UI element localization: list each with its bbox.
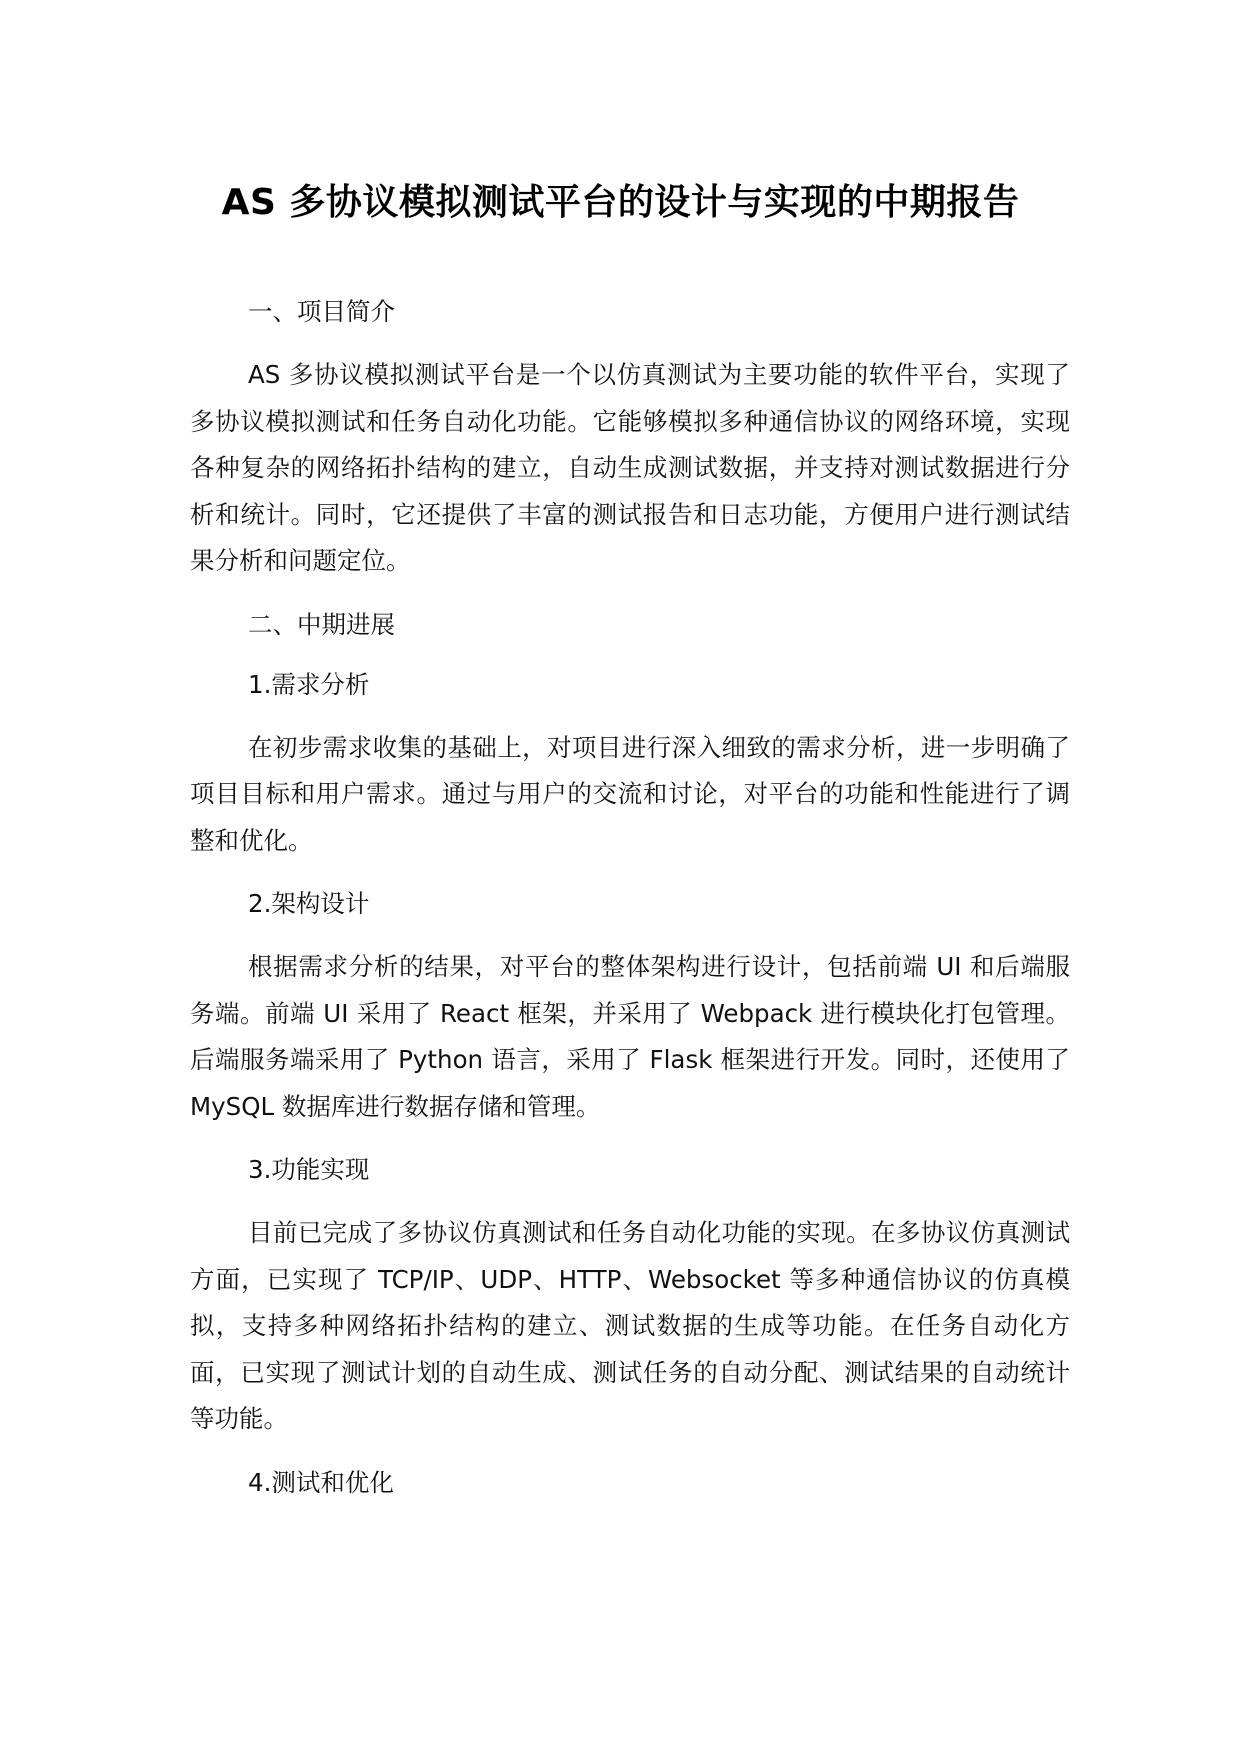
paragraph-requirements: 在初步需求收集的基础上，对项目进行深入细致的需求分析，进一步明确了项目目标和用户需求。通过与用户的交流和讨论，对平台的功能和性能进行了调整和优化。 bbox=[190, 732, 1070, 855]
document-title: AS 多协议模拟测试平台的设计与实现的中期报告 bbox=[221, 182, 1020, 223]
subsection-heading-architecture: 2.架构设计 bbox=[248, 889, 370, 918]
section-heading-intro: 一、项目简介 bbox=[248, 297, 395, 326]
subsection-heading-implementation: 3.功能实现 bbox=[248, 1155, 370, 1184]
document-body bbox=[190, 292, 1070, 1503]
paragraph-intro: AS 多协议模拟测试平台是一个以仿真测试为主要功能的软件平台，实现了多协议模拟测试和任务自动化功能。它能够模拟多种通信协议的网络环境，实现各种复杂的网络拓扑结构的建立，自动生成测试数据，并支持对测试数据进行分析和统计。同时，它还提供了丰富的测试报告和日志功能，方便用户进行测试结果分析和问题定位。 bbox=[190, 360, 1070, 575]
subsection-heading-testing: 4.测试和优化 bbox=[248, 1467, 394, 1497]
section-heading-progress: 二、中期进展 bbox=[248, 609, 395, 639]
paragraph-architecture: 根据需求分析的结果，对平台的整体架构进行设计，包括前端 UI 和后端服务端。前端 UI 采用了 React 框架，并采用了 Webpack 进行模块化打包管理。后端服务端采用了 Python 语言，采用了 Flask 框架进行开发。同时，还使用了 MySQL 数据库进行数据存储和管理。 bbox=[190, 952, 1070, 1121]
paragraph-implementation: 目前已完成了多协议仿真测试和任务自动化功能的实现。在多协议仿真测试方面，已实现了 TCP/IP、UDP、HTTP、Websocket 等多种通信协议的仿真模拟，支持多种网络拓扑结构的建立、测试数据的生成等功能。在任务自动化方面，已实现了测试计划的自动生成、测试任务的自动分配、测试结果的自动统计等功能。 bbox=[190, 1218, 1070, 1433]
subsection-heading-requirements: 1.需求分析 bbox=[248, 669, 370, 699]
